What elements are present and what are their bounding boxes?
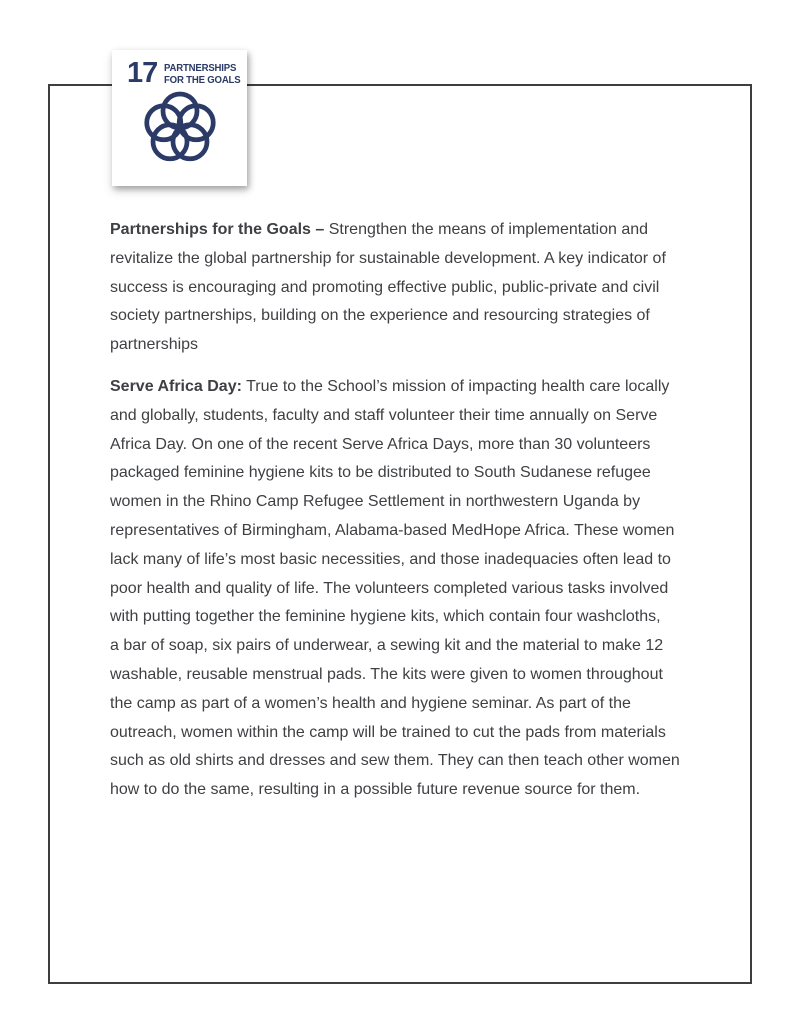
text-line: society partnerships, building on the experience and resourcing strategies of xyxy=(110,307,650,325)
para2-lead-bold: Serve Africa Day: xyxy=(110,377,242,395)
paragraph-serve-africa-day xyxy=(110,373,710,805)
text-line: poor health and quality of life. The volunteers completed various tasks involved xyxy=(110,579,669,597)
sdg17-badge xyxy=(112,50,247,186)
body-text xyxy=(110,216,710,805)
para1-lead-bold: Partnerships for the Goals – xyxy=(110,221,325,238)
sdg17-wheel-icon xyxy=(143,91,217,165)
text-line: outreach, women within the camp will be trained to cut the pads from materials xyxy=(110,723,666,741)
text-line: such as old shirts and dresses and sew them. They can then teach other women xyxy=(110,752,680,770)
para2-line1-rest: True to the School’s mission of impacting health care locally xyxy=(246,377,670,395)
sdg17-goal-title-line1: PARTNERSHIPS xyxy=(164,63,237,74)
text-line: partnerships xyxy=(110,336,199,354)
text-line xyxy=(110,373,710,402)
text-line: lack many of life’s most basic necessities, and those inadequacies often lead to xyxy=(110,550,671,568)
text-line: with putting together the feminine hygiene kits, which contain four washcloths, xyxy=(110,608,661,626)
text-line xyxy=(110,216,710,245)
sdg17-goal-number: 17 xyxy=(127,57,158,89)
text-line: representatives of Birmingham, Alabama-based MedHope Africa. These women xyxy=(110,521,675,539)
text-line: Africa Day. On one of the recent Serve Africa Days, more than 30 volunteers xyxy=(110,435,651,453)
sdg17-goal-title xyxy=(164,61,240,86)
paragraph-partnerships xyxy=(110,216,710,360)
text-line: packaged feminine hygiene kits to be distributed to South Sudanese refugee xyxy=(110,464,651,482)
para1-line1-rest: Strengthen the means of implementation and xyxy=(328,221,649,238)
text-line: success is encouraging and promoting effective public, public-private and civil xyxy=(110,278,660,296)
text-line: a bar of soap, six pairs of underwear, a sewing kit and the material to make 12 xyxy=(110,637,664,655)
text-line: women in the Rhino Camp Refugee Settlement in northwestern Uganda by xyxy=(110,493,641,511)
text-line: revitalize the global partnership for sustainable development. A key indicator of xyxy=(110,249,666,267)
text-line: the camp as part of a women’s health and hygiene seminar. As part of the xyxy=(110,694,631,712)
text-line: washable, reusable menstrual pads. The kits were given to women throughout xyxy=(110,665,663,683)
sdg17-badge-header xyxy=(112,50,247,89)
sdg17-goal-title-line2: FOR THE GOALS xyxy=(164,74,241,86)
text-line: and globally, students, faculty and staff volunteer their time annually on Serve xyxy=(110,406,658,424)
text-line: how to do the same, resulting in a possible future revenue source for them. xyxy=(110,781,641,799)
